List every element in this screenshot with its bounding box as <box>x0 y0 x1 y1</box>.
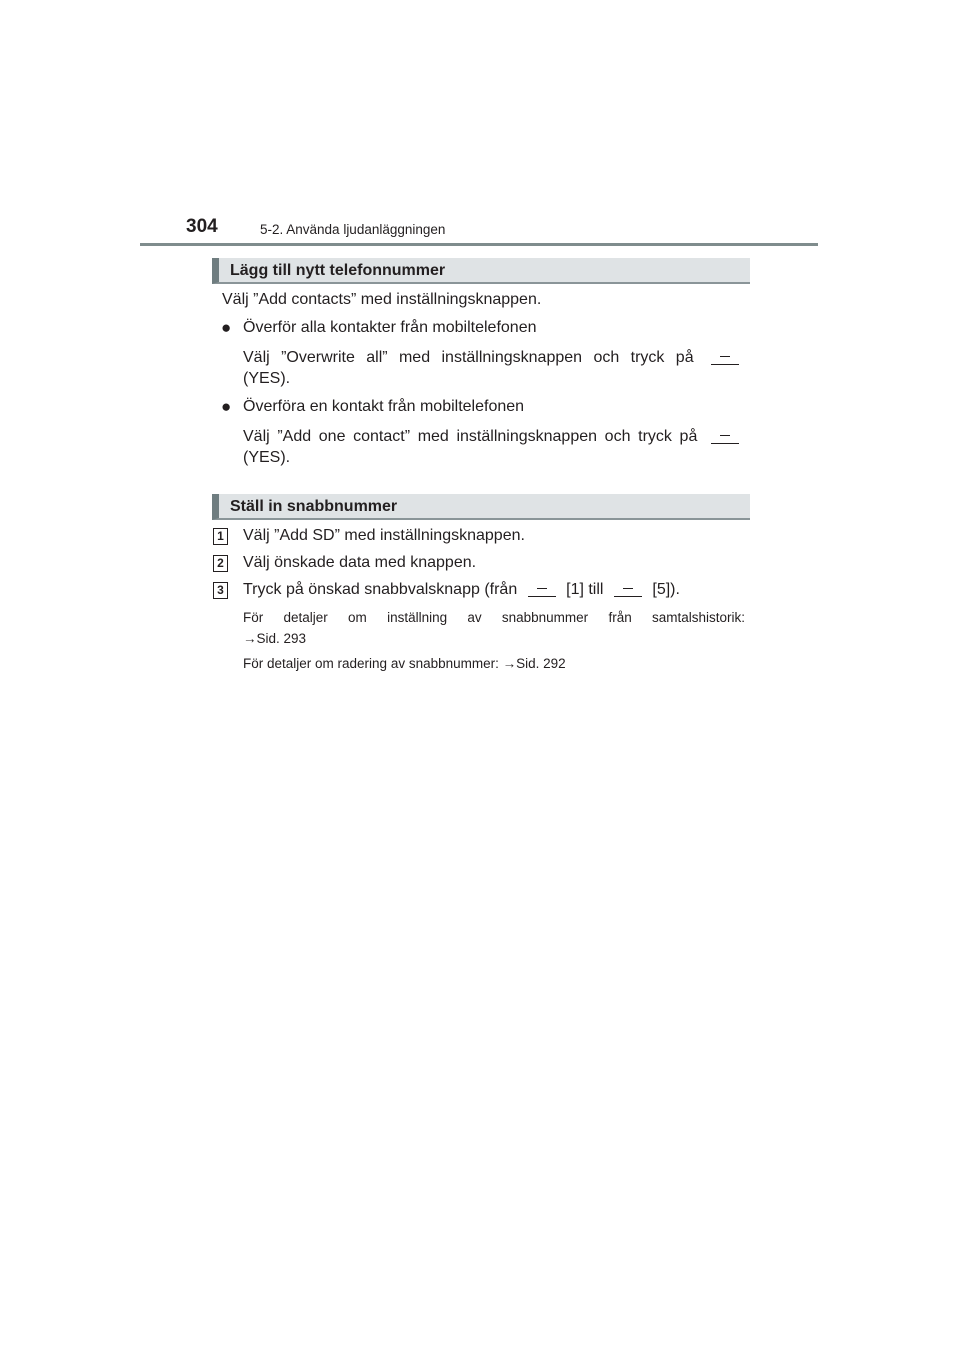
step-text-3: Tryck på önskad snabbvalsknapp (från [1] till [5]). <box>243 581 680 598</box>
bullet-title: Överföra en kontakt från mobiltelefonen <box>243 398 525 415</box>
bullet-title: Överför alla kontakter från mobiltelefonen <box>243 319 537 336</box>
step-number-2: 2 <box>213 555 228 572</box>
page-number: 304 <box>186 216 218 237</box>
note-text: För detaljer om inställning av snabbnummer från samtalshistorik: <box>243 610 745 625</box>
phone-button-icon <box>614 583 642 597</box>
page-reference-link[interactable]: →Sid. 293 <box>243 631 307 646</box>
instruction-text: Välj ”Add contacts” med inställningsknappen. <box>222 291 542 308</box>
bullet-text: Välj ”Add one contact” med inställningsknappen och tryck på <box>243 428 745 446</box>
step-number-1: 1 <box>213 528 228 545</box>
phone-button-icon <box>528 583 556 597</box>
header-divider <box>140 243 818 246</box>
step-text-2: Välj önskade data med knappen. <box>243 554 477 571</box>
step-text-1: Välj ”Add SD” med inställningsknappen. <box>243 527 525 544</box>
bullet-text: Välj ”Overwrite all” med inställningsknappen och tryck på <box>243 349 745 367</box>
note-text: För detaljer om radering av snabbnummer: →Sid. 292 <box>243 656 566 671</box>
bullet-text-continued: (YES). <box>243 370 291 387</box>
phone-button-icon <box>711 430 739 444</box>
bullet-text-continued: (YES). <box>243 449 291 466</box>
step-number-3: 3 <box>213 582 228 599</box>
section-title: Ställ in snabbnummer <box>230 498 398 515</box>
section-heading-add-number <box>212 258 750 284</box>
section-title: Lägg till nytt telefonnummer <box>230 262 446 279</box>
bullet-icon: ● <box>221 397 232 416</box>
phone-button-icon <box>711 351 739 365</box>
bullet-icon: ● <box>221 318 232 337</box>
section-heading-speed-dial <box>212 494 750 520</box>
chapter-title: 5-2. Använda ljudanläggningen <box>260 222 446 237</box>
